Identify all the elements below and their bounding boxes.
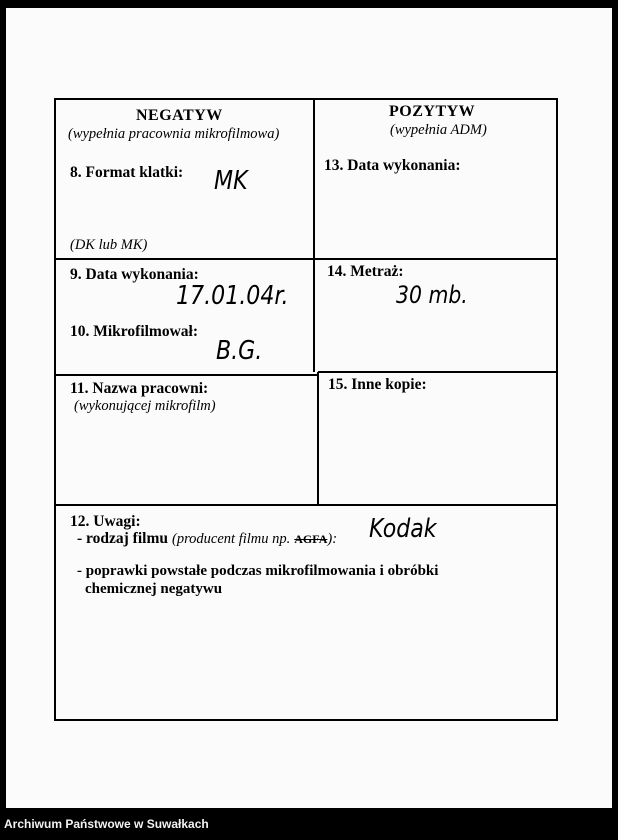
film-type-close: ): <box>327 531 338 547</box>
uwagi-label: 12. Uwagi: <box>70 513 141 530</box>
pozytyw-subtitle: (wypełnia ADM) <box>390 122 487 138</box>
corrections-line2: chemicznej negatywu <box>85 581 223 597</box>
film-type-value: Kodak <box>369 514 437 544</box>
film-type-label: - rodzaj filmu <box>77 530 168 547</box>
format-note: (DK lub MK) <box>70 237 148 253</box>
negatyw-title: NEGATYW <box>136 107 223 124</box>
format-value: MK <box>214 166 248 196</box>
column-divider-top <box>313 100 315 372</box>
column-divider-bottom <box>317 372 319 505</box>
row-divider-2-left <box>56 374 318 376</box>
negatyw-subtitle: (wypełnia pracownia mikrofilmowa) <box>68 126 280 142</box>
pozytyw-date-label: 13. Data wykonania: <box>324 157 461 174</box>
archive-footer: Archiwum Państwowe w Suwałkach <box>4 817 209 831</box>
corrections-line1: - poprawki powstałe podczas mikrofilmowania i obróbki <box>77 563 439 579</box>
date-value: 17.01.04r. <box>176 281 289 311</box>
copies-label: 15. Inne kopie: <box>328 376 427 393</box>
filmed-by-value: B.G. <box>216 336 263 366</box>
microfilm-form <box>54 98 558 721</box>
film-type-note: (producent filmu np. <box>171 531 291 547</box>
lab-note: (wykonującej mikrofilm) <box>74 398 216 414</box>
length-value: 30 mb. <box>396 281 468 309</box>
format-label: 8. Format klatki: <box>70 164 184 181</box>
lab-label: 11. Nazwa pracowni: <box>70 380 209 397</box>
film-type-struck: AGFA <box>294 532 328 546</box>
row-divider-2-right <box>318 371 556 373</box>
row-divider-3 <box>56 504 556 506</box>
row-divider-1 <box>56 258 556 260</box>
film-type-line <box>77 531 337 547</box>
length-label: 14. Metraż: <box>327 263 404 280</box>
pozytyw-title: POZYTYW <box>389 103 476 120</box>
date-label: 9. Data wykonania: <box>70 266 199 283</box>
filmed-by-label: 10. Mikrofilmował: <box>70 323 199 340</box>
